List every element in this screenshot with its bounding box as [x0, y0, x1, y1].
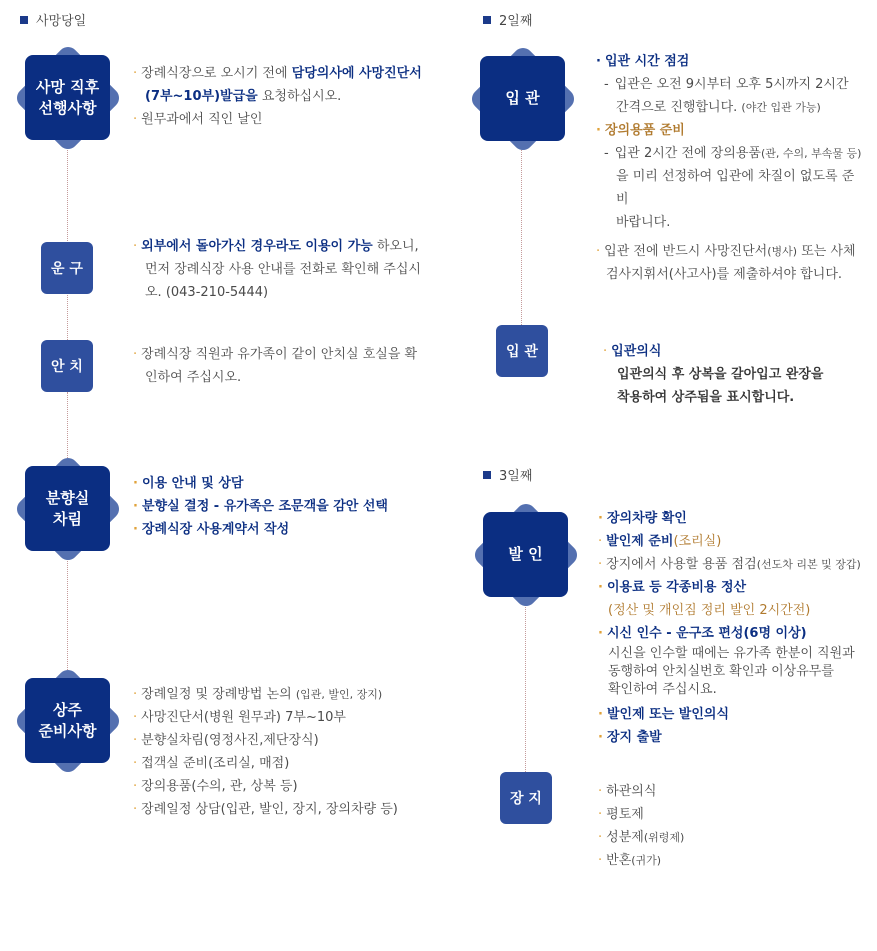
- list-item: [598, 576, 868, 599]
- text: 반혼: [606, 853, 632, 868]
- step-title: 안 치: [51, 359, 83, 375]
- bullet-icon: ·: [596, 244, 601, 259]
- step-coffin-ritual-box: [496, 325, 548, 377]
- step-enshrine-box: [41, 340, 93, 392]
- list-item: [598, 803, 858, 826]
- list-item: [598, 530, 868, 553]
- text: 장지에서 사용할 용품 점검: [606, 557, 757, 572]
- section-header-day2: [483, 10, 532, 29]
- section-header-day3: [483, 465, 532, 484]
- highlight-text: (7부~10부)발급을: [145, 89, 258, 104]
- text: 장의용품(수의, 관, 상복 등): [141, 779, 298, 794]
- list-item: [133, 729, 433, 752]
- list-item-cont: 먼저 장례식장 사용 안내를 전화로 확인해 주십시: [145, 262, 421, 277]
- text: 장례식장 사용계약서 작성: [141, 522, 290, 537]
- text: 시신 인수 - 운구조 편성(6명 이상): [606, 626, 807, 641]
- list-item: [598, 703, 868, 726]
- step-title-line: 발 인: [508, 545, 543, 563]
- step-burial-text: [598, 780, 858, 872]
- text: 입관 전에 반드시 사망진단서: [604, 244, 768, 259]
- step-transport-text: [133, 235, 433, 304]
- bullet-icon: ·: [598, 853, 603, 868]
- list-item: [133, 472, 433, 495]
- step-title-line: 차림: [53, 509, 82, 528]
- text: 접객실 준비(조리실, 매점): [141, 756, 290, 771]
- bullet-icon: ·: [596, 123, 601, 138]
- step-coffin-ritual-text: [603, 340, 863, 409]
- bullet-icon: ·: [133, 66, 138, 81]
- list-item: [133, 62, 433, 85]
- text: 성분제: [606, 830, 644, 845]
- text: 입관은 오전 9시부터 오후 5시까지 2시간: [614, 77, 849, 92]
- bullet-icon: ·: [133, 522, 138, 537]
- list-item-cont: 바랍니다.: [616, 215, 671, 230]
- step-coffin-text: [596, 50, 866, 286]
- small-text: (병사): [767, 245, 798, 258]
- step-title: [25, 678, 110, 763]
- bullet-icon: ·: [133, 733, 138, 748]
- step-title: 입 관: [506, 344, 538, 360]
- bullet-icon: ·: [598, 534, 603, 549]
- small-text: (귀가): [631, 854, 662, 867]
- list-item-cont: 을 미리 선정하여 입관에 차질이 없도록 준비: [616, 169, 855, 207]
- step-after-death-diamond: [25, 55, 110, 140]
- text: 장례식장 직원과 유가족이 같이 안치실 호실을 확: [141, 347, 418, 362]
- list-item: [133, 235, 433, 258]
- section-label: 3일째: [499, 469, 533, 484]
- section-header-death-day: [20, 10, 86, 29]
- list-item-cont: 입관의식 후 상복을 갈아입고 완장을: [617, 367, 824, 382]
- step-title: [25, 55, 110, 140]
- list-item-cont: 동행하여 안치실번호 확인과 이상유무를: [608, 664, 834, 679]
- text: 입관 시간 점검: [604, 54, 690, 69]
- list-item-cont: [596, 73, 866, 96]
- bullet-icon: ·: [133, 779, 138, 794]
- text: 장지 출발: [606, 730, 662, 745]
- small-text: (관, 수의, 부속물 등): [760, 147, 862, 160]
- timeline-connector: [67, 552, 68, 672]
- square-bullet-icon: [483, 471, 491, 479]
- text: 사망진단서(병원 원무과) 7부~10부: [141, 710, 346, 725]
- bullet-icon: ·: [596, 54, 601, 69]
- timeline-connector: [525, 604, 526, 772]
- bullet-icon: ·: [133, 687, 138, 702]
- step-title: [480, 56, 565, 141]
- text: 발인제 또는 발인의식: [606, 707, 730, 722]
- text: 하오니,: [372, 239, 419, 254]
- bullet-icon: ·: [598, 580, 603, 595]
- bullet-icon: ·: [598, 707, 603, 722]
- text: 장례일정 및 장례방법 논의: [141, 687, 296, 702]
- step-title-line: 분향실: [45, 488, 90, 507]
- bullet-icon: ·: [598, 830, 603, 845]
- small-text: (위령제): [643, 831, 685, 844]
- list-item-cont: [596, 96, 866, 119]
- text: 장의용품 준비: [604, 123, 685, 138]
- bullet-icon: ·: [133, 347, 138, 362]
- bullet-icon: ·: [133, 239, 138, 254]
- timeline-connector: [521, 150, 522, 325]
- timeline-connector: [67, 145, 68, 245]
- step-transport-box: [41, 242, 93, 294]
- step-title: 운 구: [51, 261, 83, 277]
- list-item: [598, 507, 868, 530]
- text: 평토제: [606, 807, 644, 822]
- step-enshrine-text: [133, 343, 433, 389]
- text: 이용 안내 및 상담: [141, 476, 244, 491]
- text: 입관 2시간 전에 장의용품: [614, 146, 761, 161]
- text: 이용료 등 각종비용 정산: [606, 580, 747, 595]
- list-item-cont: 착용하여 상주됨을 표시합니다.: [617, 390, 795, 405]
- highlight-text: 발인제 준비: [606, 534, 674, 549]
- list-item: [603, 340, 863, 363]
- bullet-icon: ·: [133, 499, 138, 514]
- list-item: [596, 240, 866, 263]
- step-title: 장 지: [510, 791, 542, 807]
- list-item: [133, 775, 433, 798]
- text: 장례식장으로 오시기 전에: [141, 66, 292, 81]
- bullet-icon: ·: [133, 710, 138, 725]
- dash-icon: -: [604, 146, 609, 161]
- list-item: [596, 50, 866, 73]
- text: 원무과에서 직인 날인: [141, 112, 263, 127]
- text: 장례일정 상담(입관, 발인, 장지, 장의차량 등): [141, 802, 398, 817]
- list-item: [133, 798, 433, 821]
- small-text: (입관, 발인, 장지): [295, 688, 383, 701]
- square-bullet-icon: [483, 16, 491, 24]
- highlight-text: 담당의사에 사망진단서: [291, 66, 422, 81]
- highlight-text: 외부에서 돌아가신 경우라도 이용이 가능: [141, 239, 373, 254]
- list-item: [598, 849, 858, 872]
- step-burial-box: [500, 772, 552, 824]
- step-departure-text: [598, 507, 868, 749]
- list-item: [598, 553, 868, 576]
- step-memorial-room-text: [133, 472, 433, 541]
- list-item-cont: 시신을 인수할 때에는 유가족 한분이 직원과: [608, 646, 855, 661]
- step-coffin-diamond: [480, 56, 565, 141]
- text: 요청하십시오.: [257, 89, 342, 104]
- list-item: [133, 495, 433, 518]
- text: 분향실차림(영정사진,제단장식): [141, 733, 319, 748]
- text: 간격으로 진행합니다.: [616, 100, 742, 115]
- list-item: [596, 119, 866, 142]
- step-title-line: 사망 직후: [35, 77, 100, 96]
- small-text: (야간 입관 가능): [741, 101, 821, 114]
- bullet-icon: ·: [133, 802, 138, 817]
- list-item: [598, 780, 858, 803]
- step-chief-mourner-text: [133, 683, 433, 821]
- list-item-cont: [133, 85, 433, 108]
- step-chief-mourner-diamond: [25, 678, 110, 763]
- section-label: 2일째: [499, 14, 533, 29]
- list-item: [598, 622, 868, 645]
- step-title: [25, 466, 110, 551]
- bullet-icon: ·: [598, 626, 603, 641]
- list-item-cont: [596, 142, 866, 165]
- bullet-icon: ·: [598, 511, 603, 526]
- list-item: [133, 683, 433, 706]
- bullet-icon: ·: [603, 344, 608, 359]
- bullet-icon: ·: [598, 557, 603, 572]
- bullet-icon: ·: [598, 784, 603, 799]
- step-title-line: 준비사항: [38, 721, 97, 740]
- bullet-icon: ·: [133, 112, 138, 127]
- section-label: 사망당일: [36, 14, 87, 29]
- small-text: (선도차 리본 및 장갑): [756, 558, 861, 571]
- list-item: [598, 826, 858, 849]
- list-item-cont: 검사지휘서(사고사)를 제출하셔야 합니다.: [606, 267, 843, 282]
- step-departure-diamond: [483, 512, 568, 597]
- list-item: [133, 518, 433, 541]
- step-title-line: 선행사항: [38, 98, 97, 117]
- list-item: [133, 706, 433, 729]
- step-title: [483, 512, 568, 597]
- list-item: [133, 108, 433, 131]
- highlight-text: 입관의식: [611, 344, 662, 359]
- step-title-line: 상주: [53, 700, 82, 719]
- text: 분향실 결정 - 유가족은 조문객을 감안 선택: [141, 499, 388, 514]
- list-item-cont: 인하여 주십시오.: [145, 370, 242, 385]
- text: 또는 사체: [797, 244, 856, 259]
- list-item: [598, 726, 868, 749]
- step-after-death-text: [133, 62, 433, 131]
- text: 장의차량 확인: [606, 511, 687, 526]
- bullet-icon: ·: [598, 730, 603, 745]
- step-memorial-room-diamond: [25, 466, 110, 551]
- step-title-line: 입 관: [505, 89, 540, 107]
- bullet-icon: ·: [133, 476, 138, 491]
- text: 하관의식: [606, 784, 657, 799]
- note-text: (정산 및 개인짐 정리 발인 2시간전): [608, 603, 811, 618]
- bullet-icon: ·: [598, 807, 603, 822]
- list-item-cont: 확인하여 주십시요.: [608, 682, 717, 697]
- dash-icon: -: [604, 77, 609, 92]
- list-item: [133, 752, 433, 775]
- note-text: (조리실): [673, 534, 722, 549]
- list-item-cont: 오. (043-210-5444): [145, 285, 269, 300]
- list-item: [133, 343, 433, 366]
- bullet-icon: ·: [133, 756, 138, 771]
- square-bullet-icon: [20, 16, 28, 24]
